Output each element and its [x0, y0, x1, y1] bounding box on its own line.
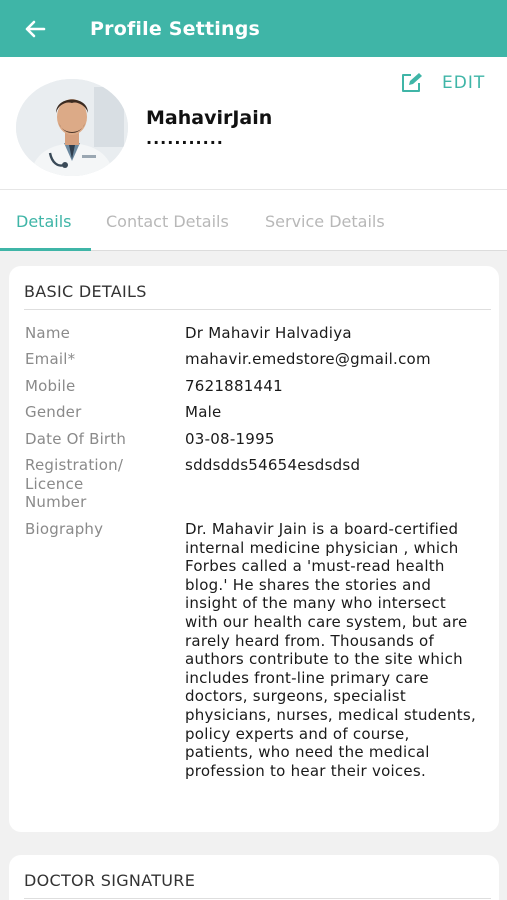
section-heading: DOCTOR SIGNATURE [24, 871, 196, 890]
field-label: Gender [25, 403, 82, 421]
email-value: mahavir.emedstore@gmail.com [185, 350, 431, 368]
field-label: Registration/ Licence Number [25, 456, 124, 512]
tab-indicator [0, 248, 91, 251]
edit-label: EDIT [442, 73, 486, 93]
edit-button[interactable] [400, 73, 485, 93]
dob-value: 03-08-1995 [185, 430, 275, 448]
avatar [16, 79, 128, 176]
field-label: Mobile [25, 377, 76, 395]
gender-value: Male [185, 403, 222, 421]
basic-details-card [9, 266, 499, 832]
tab-bar [0, 189, 507, 251]
page-title: Profile Settings [90, 17, 261, 40]
divider [24, 309, 491, 310]
tab-details[interactable]: Details [16, 212, 72, 231]
tab-contact-details[interactable]: Contact Details [106, 212, 229, 231]
section-heading: BASIC DETAILS [24, 282, 147, 301]
field-label: Name [25, 324, 71, 342]
signature-card [9, 855, 499, 900]
profile-header [0, 57, 507, 189]
masked-text: ........... [146, 129, 224, 148]
edit-icon [400, 73, 424, 93]
field-label: Biography [25, 520, 104, 538]
biography-value: Dr. Mahavir Jain is a board-certified internal medicine physician , which Forbes called a 'must-read health blog.' He shares the stories and insight of the many who intersect with our health care system, but are rarely heard from. Thousands of authors contribute to the site which includes front-line primary care doctors, surgeons, specialist physicians, nurses, medical students, policy experts and of course, patients, who need the medical profession to hear their voices. [185, 520, 477, 780]
mobile-value: 7621881441 [185, 377, 283, 395]
username: MahavirJain [146, 107, 273, 129]
field-label: Email* [25, 350, 76, 368]
field-label: Date Of Birth [25, 430, 127, 448]
divider [24, 898, 491, 899]
arrow-left-icon [24, 20, 46, 38]
app-bar [0, 0, 507, 57]
tab-service-details[interactable]: Service Details [265, 212, 385, 231]
registration-value: sddsdds54654esdsdsd [185, 456, 361, 474]
back-button[interactable] [0, 0, 70, 57]
name-value: Dr Mahavir Halvadiya [185, 324, 352, 342]
